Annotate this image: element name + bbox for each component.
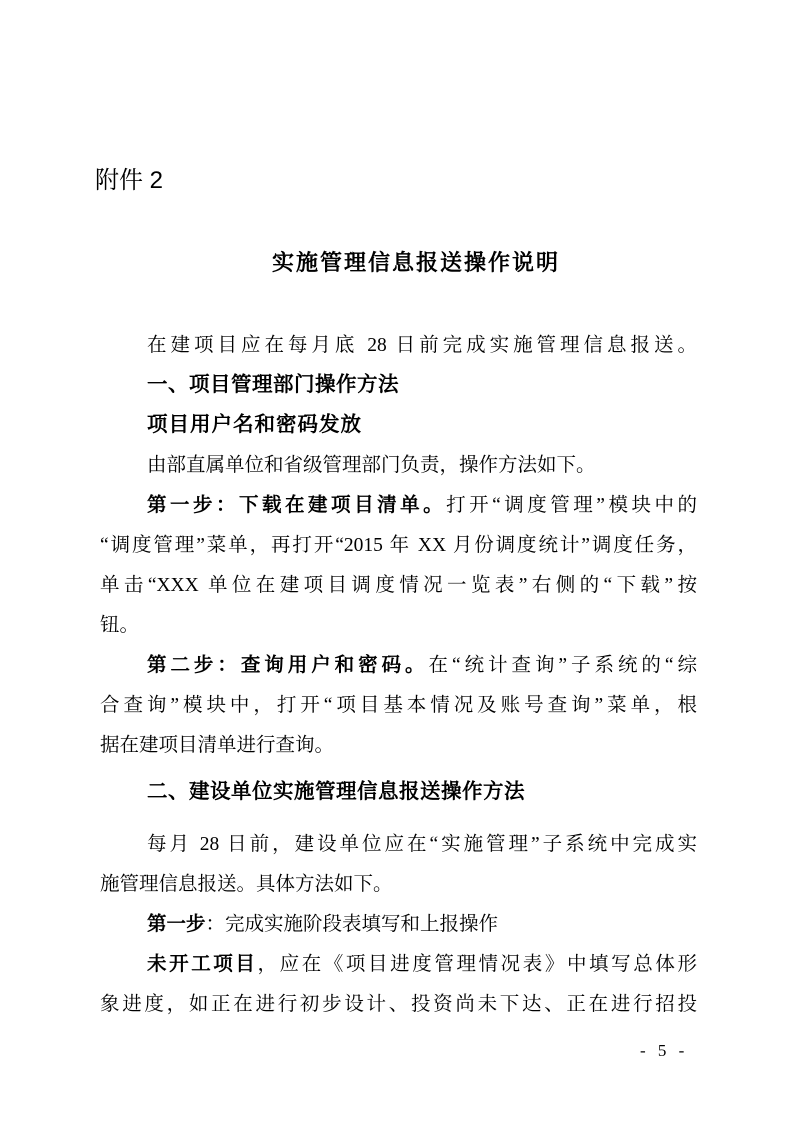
paragraph-line bbox=[100, 653, 697, 679]
paragraph-line: 象进度，如正在进行初步设计、投资尚未下达、正在进行招投 bbox=[100, 994, 697, 1015]
paragraph-text: 打开“调度管理”模块中的 bbox=[446, 495, 697, 516]
step-label: 第一步 bbox=[147, 914, 206, 935]
paragraph-text: 在“统计查询”子系统的“综 bbox=[428, 655, 697, 676]
paragraph-text: ：完成实施阶段表填写和上报操作 bbox=[205, 914, 499, 935]
paragraph-line: 施管理信息报送。具体方法如下。 bbox=[100, 874, 393, 895]
section-heading-2: 二、建设单位实施管理信息报送操作方法 bbox=[147, 780, 525, 803]
page-number: - 5 - bbox=[640, 1041, 689, 1060]
paragraph-line: 据在建项目清单进行查询。 bbox=[100, 735, 335, 756]
paragraph-line: 钮。 bbox=[100, 615, 140, 636]
document-title: 实施管理信息报送操作说明 bbox=[271, 250, 560, 275]
paragraph-line: 由部直属单位和省级管理部门负责，操作方法如下。 bbox=[147, 455, 596, 476]
step-label: 未开工项目 bbox=[147, 954, 258, 975]
paragraph-line: 每月 28 日前，建设单位应在“实施管理”子系统中完成实 bbox=[147, 834, 697, 855]
sub-heading: 项目用户名和密码发放 bbox=[147, 414, 362, 436]
step-label: 第二步：查询用户和密码。 bbox=[147, 655, 429, 676]
paragraph-line: “调度管理”菜单，再打开“2015 年 XX 月份调度统计”调度任务， bbox=[100, 535, 697, 556]
paragraph-line: 合查询”模块中，打开“项目基本情况及账号查询”菜单，根 bbox=[100, 695, 697, 716]
paragraph-line: 在建项目应在每月底 28 日前完成实施管理信息报送。 bbox=[147, 335, 697, 356]
section-heading-1: 一、项目管理部门操作方法 bbox=[147, 373, 399, 396]
paragraph-line bbox=[100, 912, 697, 938]
paragraph-line bbox=[100, 493, 697, 519]
paragraph-text: ，应在《项目进度管理情况表》中填写总体形 bbox=[257, 954, 697, 975]
step-label: 第一步：下载在建项目清单。 bbox=[147, 495, 447, 516]
paragraph-line: 单击“XXX 单位在建项目调度情况一览表”右侧的“下载”按 bbox=[100, 575, 697, 596]
paragraph-line bbox=[100, 952, 697, 978]
attachment-label: 附件 2 bbox=[95, 167, 164, 194]
